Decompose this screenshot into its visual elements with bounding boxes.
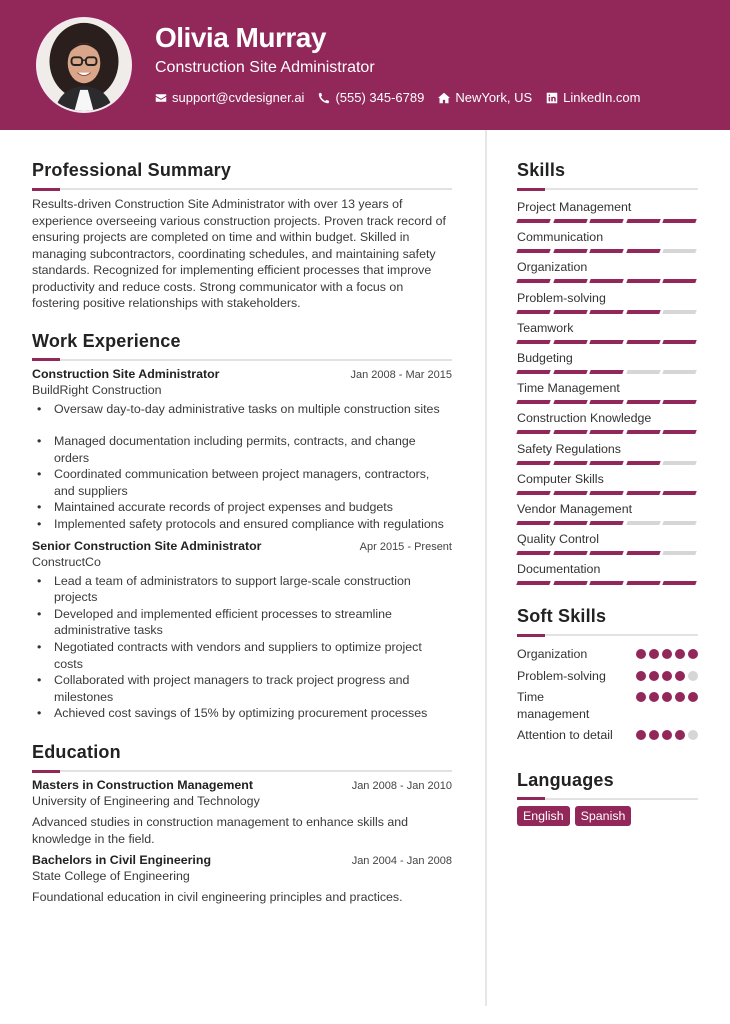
job-company: ConstructCo [32, 554, 101, 569]
degree-title: Masters in Construction Management [32, 778, 253, 792]
column-divider [485, 130, 487, 1006]
main-column [32, 160, 452, 906]
languages-list [517, 806, 698, 826]
skill-item [517, 411, 698, 441]
rating-dot-icon [662, 649, 672, 659]
rating-segment [516, 461, 550, 465]
soft-skill-item [517, 668, 698, 685]
job-bullet: • Implemented safety protocols and ensured compliance with regulations [54, 516, 452, 533]
skill-rating-bar [517, 521, 698, 525]
rating-dot-icon [662, 730, 672, 740]
contact-location-text: NewYork, US [455, 90, 533, 105]
experience-section [32, 331, 452, 723]
soft-skills-heading: Soft Skills [517, 606, 607, 627]
rating-dot-icon [688, 730, 698, 740]
phone-icon [318, 92, 330, 104]
skill-name: Organization [517, 260, 588, 275]
rating-segment [589, 461, 623, 465]
soft-skill-name: Time management [517, 690, 590, 721]
skill-rating-bar [517, 491, 698, 495]
rating-segment [589, 340, 623, 344]
soft-skill-item [517, 727, 698, 744]
section-rule [32, 359, 452, 361]
rating-segment [589, 551, 623, 555]
rating-segment [589, 430, 623, 434]
rating-dot-icon [675, 649, 685, 659]
skill-name: Safety Regulations [517, 441, 622, 456]
contact-phone-text: (555) 345-6789 [335, 90, 425, 105]
skill-item [517, 381, 698, 411]
skills-heading: Skills [517, 160, 566, 180]
rating-segment [626, 400, 660, 404]
rating-segment [516, 340, 550, 344]
rating-segment [516, 551, 550, 555]
rating-segment [662, 279, 696, 283]
job-bullet: • Collaborated with project managers to track project progress and milestones [54, 672, 452, 705]
rating-dot-icon [649, 671, 659, 681]
job-bullet: • Coordinated communication between project managers, contractors, and suppliers [54, 466, 452, 499]
contact-phone[interactable] [318, 90, 424, 105]
rating-segment [516, 370, 550, 374]
education-dates: Jan 2008 - Jan 2010 [351, 780, 452, 792]
rating-segment [626, 340, 660, 344]
section-rule [32, 188, 452, 190]
skill-item [517, 291, 698, 321]
rating-dot-icon [688, 649, 698, 659]
skill-name: Vendor Management [517, 501, 633, 516]
skill-item [517, 321, 698, 351]
skill-item [517, 532, 698, 562]
skill-item [517, 472, 698, 502]
language-badge: Spanish [575, 806, 632, 826]
experience-heading: Work Experience [32, 330, 181, 351]
education-dates: Jan 2004 - Jan 2008 [351, 855, 452, 868]
rating-segment [553, 219, 587, 223]
skill-name: Communication [517, 230, 604, 245]
education-heading: Education [32, 742, 121, 762]
soft-skills-section [517, 606, 698, 744]
rating-segment [589, 521, 623, 525]
contact-linkedin[interactable] [546, 90, 640, 105]
rating-segment [626, 310, 660, 314]
rating-segment [553, 521, 587, 525]
skill-item [517, 442, 698, 472]
skill-name: Project Management [517, 200, 632, 214]
languages-section [517, 770, 698, 826]
education-entry [32, 778, 452, 847]
education-description: Advanced studies in construction management to enhance skills and knowledge in the field. [32, 815, 409, 846]
rating-dot-icon [636, 649, 646, 659]
soft-skill-name: Problem-solving [517, 668, 606, 683]
profile-photo-icon [38, 19, 130, 111]
education-entry [32, 853, 452, 906]
job-title: Senior Construction Site Administrator [32, 538, 262, 553]
job-bullet: • Lead a team of administrators to support large-scale construction projects [54, 573, 452, 606]
rating-segment [553, 400, 587, 404]
job-bullet: • Negotiated contracts with vendors and suppliers to optimize project costs [54, 639, 452, 672]
rating-segment [553, 551, 587, 555]
rating-segment [516, 521, 550, 525]
skill-name: Time Management [517, 381, 620, 396]
summary-text: Results-driven Construction Site Administrator with over 13 years of experience overseeing various construction projects. Proven track record of ensuring projects are completed on time and within budget. Skilled in managing subcontractors, coordinating schedules, and maintaining safety standards. Recognized for implementing efficient processes that improve productivity and reduce costs. Strong communicator with a focus on fostering positive relationships with stakeholders. [32, 197, 446, 310]
rating-dot-icon [649, 649, 659, 659]
rating-dot-icon [675, 730, 685, 740]
rating-segment [662, 430, 696, 434]
soft-skill-item [517, 646, 698, 663]
rating-segment [516, 430, 550, 434]
rating-segment [662, 581, 696, 585]
rating-segment [626, 551, 660, 555]
rating-dot-icon [636, 730, 646, 740]
skill-rating-bar [517, 249, 698, 253]
job-entry [32, 367, 452, 533]
job-bullet: • Achieved cost savings of 15% by optimizing procurement processes [54, 705, 452, 722]
skill-item [517, 351, 698, 381]
rating-segment [589, 279, 623, 283]
contact-email-text: support@cvdesigner.ai [172, 90, 305, 105]
skill-rating-bar [517, 400, 698, 404]
skill-item [517, 230, 698, 260]
skill-rating-bar [517, 340, 698, 344]
rating-segment [553, 279, 587, 283]
job-dates: Apr 2015 - Present [359, 540, 452, 553]
rating-segment [662, 249, 696, 253]
job-dates: Jan 2008 - Mar 2015 [350, 368, 452, 381]
rating-dot-icon [688, 692, 698, 702]
job-bullets [32, 401, 452, 533]
job-title: Construction Site Administrator [32, 366, 220, 381]
rating-segment [589, 491, 623, 495]
rating-segment [589, 249, 623, 253]
skill-name: Teamwork [517, 320, 574, 335]
rating-segment [626, 279, 660, 283]
rating-segment [553, 461, 587, 465]
school-name: University of Engineering and Technology [32, 794, 260, 808]
contact-list [155, 90, 641, 105]
rating-segment [626, 491, 660, 495]
section-rule [32, 770, 452, 772]
rating-segment [516, 219, 550, 223]
envelope-icon [155, 92, 167, 104]
job-bullet: • Oversaw day-to-day administrative tasks on multiple construction sites [54, 401, 452, 418]
education-description: Foundational education in civil engineering principles and practices. [32, 890, 403, 905]
sidebar-column [517, 160, 698, 826]
rating-segment [553, 581, 587, 585]
skill-item [517, 562, 698, 592]
rating-segment [516, 581, 550, 585]
rating-segment [553, 370, 587, 374]
skill-rating-bar [517, 279, 698, 283]
candidate-title: Construction Site Administrator [155, 59, 375, 76]
rating-segment [662, 551, 696, 555]
job-bullets [32, 573, 452, 722]
rating-segment [626, 249, 660, 253]
rating-dot-icon [649, 692, 659, 702]
rating-segment [589, 581, 623, 585]
rating-segment [662, 400, 696, 404]
rating-segment [662, 461, 696, 465]
rating-dot-icon [675, 692, 685, 702]
rating-segment [626, 461, 660, 465]
contact-linkedin-text: LinkedIn.com [563, 90, 641, 105]
rating-segment [626, 521, 660, 525]
resume-header [0, 0, 730, 130]
skill-rating-bar [517, 310, 698, 314]
rating-dot-icon [649, 730, 659, 740]
rating-segment [662, 370, 696, 374]
rating-segment [516, 400, 550, 404]
soft-skill-name: Attention to detail [517, 728, 613, 743]
rating-segment [662, 310, 696, 314]
rating-segment [626, 581, 660, 585]
languages-heading: Languages [517, 769, 614, 790]
soft-skill-rating [636, 692, 698, 702]
job-bullet: • Managed documentation including permits, contracts, and change orders [54, 433, 452, 466]
skills-section [517, 160, 698, 592]
rating-dot-icon [688, 671, 698, 681]
rating-segment [553, 430, 587, 434]
skill-rating-bar [517, 581, 698, 585]
skill-name: Documentation [517, 562, 601, 577]
rating-segment [626, 219, 660, 223]
rating-segment [553, 491, 587, 495]
soft-skill-rating [636, 671, 698, 681]
rating-segment [589, 219, 623, 223]
language-badge: English [517, 806, 570, 826]
skill-rating-bar [517, 370, 698, 374]
rating-segment [516, 491, 550, 495]
rating-dot-icon [636, 692, 646, 702]
profile-photo [36, 17, 132, 113]
rating-dot-icon [662, 671, 672, 681]
education-section [32, 742, 452, 906]
rating-segment [589, 370, 623, 374]
soft-skill-rating [636, 649, 698, 659]
job-bullet: • Maintained accurate records of project expenses and budgets [54, 499, 452, 516]
rating-segment [589, 400, 623, 404]
summary-heading: Professional Summary [32, 160, 232, 180]
skill-rating-bar [517, 219, 698, 223]
summary-section [32, 160, 452, 312]
rating-segment [662, 219, 696, 223]
skill-item [517, 260, 698, 290]
rating-segment [553, 249, 587, 253]
skills-list [517, 200, 698, 592]
skill-name: Computer Skills [517, 471, 604, 486]
skill-item [517, 200, 698, 230]
contact-email[interactable] [155, 90, 304, 105]
school-name: State College of Engineering [32, 869, 190, 884]
rating-segment [516, 310, 550, 314]
rating-segment [662, 491, 696, 495]
skill-name: Quality Control [517, 532, 599, 547]
linkedin-icon [546, 92, 558, 104]
skill-rating-bar [517, 461, 698, 465]
section-rule [517, 188, 698, 190]
rating-dot-icon [636, 671, 646, 681]
rating-segment [516, 249, 550, 253]
job-entry [32, 539, 452, 722]
rating-segment [589, 310, 623, 314]
section-rule [517, 798, 698, 800]
home-icon [438, 92, 450, 104]
job-company: BuildRight Construction [32, 382, 162, 397]
candidate-name: Olivia Murray [155, 22, 326, 53]
soft-skills-list [517, 646, 698, 744]
soft-skill-rating [636, 730, 698, 740]
rating-segment [626, 370, 660, 374]
rating-segment [553, 340, 587, 344]
contact-location [438, 90, 532, 105]
rating-dot-icon [675, 671, 685, 681]
rating-segment [662, 340, 696, 344]
soft-skill-name: Organization [517, 647, 588, 662]
degree-title: Bachelors in Civil Engineering [32, 853, 212, 868]
skill-name: Problem-solving [517, 290, 606, 305]
rating-segment [662, 521, 696, 525]
soft-skill-item [517, 689, 698, 722]
skill-rating-bar [517, 430, 698, 434]
skill-name: Construction Knowledge [517, 411, 652, 426]
job-bullet: • Developed and implemented efficient processes to streamline administrative tasks [54, 606, 452, 639]
rating-segment [553, 310, 587, 314]
skill-rating-bar [517, 551, 698, 555]
rating-dot-icon [662, 692, 672, 702]
section-rule [517, 634, 698, 636]
skill-name: Budgeting [517, 350, 573, 365]
skill-item [517, 502, 698, 532]
rating-segment [626, 430, 660, 434]
rating-segment [516, 279, 550, 283]
